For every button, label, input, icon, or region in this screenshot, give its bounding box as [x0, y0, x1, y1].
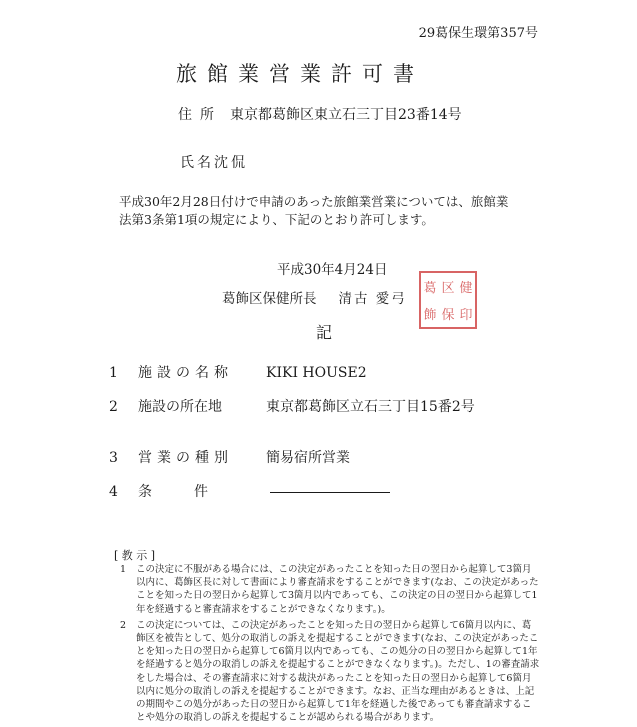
conditions-blank-line	[270, 492, 390, 493]
item-business-type: 3 営業の種別 簡易宿所営業	[109, 450, 350, 466]
official-seal-stamp: 葛 区 健 飾 保 印	[419, 271, 477, 329]
document-number: 29葛保生環第357号	[418, 26, 538, 41]
issue-date: 平成30年4月24日	[277, 262, 388, 278]
notice-heading: [ 教 示 ]	[114, 549, 156, 562]
applicant-name: 氏名沈侃	[180, 155, 248, 171]
signer-line	[222, 287, 407, 307]
notice-paragraph: 2 この決定については、この決定があったことを知った日の翌日から起算して6箇月以内に、葛飾区を被告として、処分の取消しの訴えを提起することができます(なお、この決定があったことを知った日の翌日から起算して6箇月以内であっても、この処分の日の翌日から起算して1年を経過すると処分の取消しの訴えを提起することができなくなります。)。ただし、1の審査請求をした場合は、その審査請求に対する裁決があったことを知った日の翌日から起算して6箇月以内に処分の取消しの訴えを提起することができます。なお、正当な理由があるときは、上記の期間やこの処分があった日の翌日から起算して1年を経過した後であっても審査請求することや処分の取消しの訴えを提起することが認められる場合があります。	[120, 619, 540, 724]
signer-name: 清古 愛弓	[338, 291, 407, 307]
item-facility-location: 2 施設の所在地 東京都葛飾区立石三丁目15番2号	[109, 399, 475, 415]
item-facility-name: 1 施設の名称 KIKI HOUSE2	[109, 365, 367, 381]
address-label: 住所	[178, 107, 222, 123]
permit-body-text	[119, 193, 508, 229]
notice-paragraph: 1 この決定に不服がある場合には、この決定があったことを知った日の翌日から起算して3箇月以内に、葛飾区長に対して書面により審査請求をすることができます(なお、この決定があったことを知った日の翌日から起算して3箇月以内であっても、この決定の日の翌日から起算して1年を経過すると審査請求をすることができなくなります。)。	[120, 564, 539, 615]
notice-text	[120, 563, 540, 727]
body-line-2: 法第3条第1項の規定により、下記のとおり許可します。	[119, 212, 434, 227]
address-line	[178, 104, 462, 124]
ki-heading: 記	[316, 323, 333, 342]
address-value: 東京都葛飾区東立石三丁目23番14号	[230, 107, 462, 123]
document-title: 旅館業営業許可書	[176, 62, 424, 86]
item-conditions: 4 条 件	[109, 481, 390, 501]
signer-title: 葛飾区保健所長	[222, 291, 317, 307]
body-line-1: 平成30年2月28日付けで申請のあった旅館業営業については、旅館業	[119, 194, 509, 209]
